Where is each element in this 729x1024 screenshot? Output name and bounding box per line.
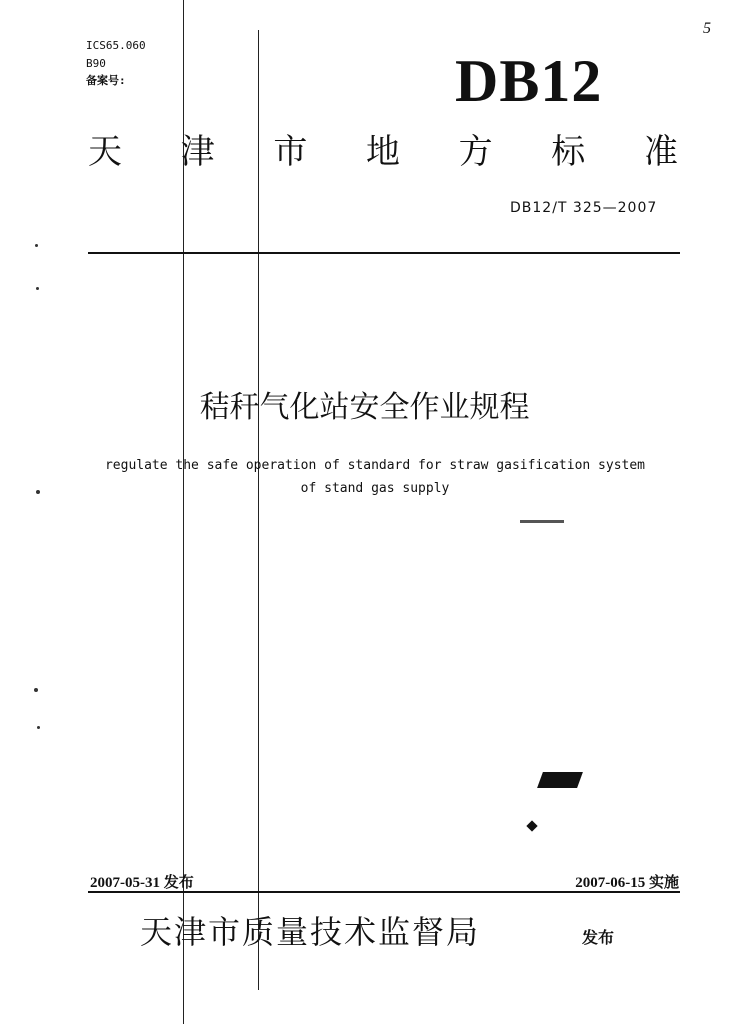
header-divider bbox=[88, 252, 680, 254]
standard-type-char: 方 bbox=[458, 132, 493, 172]
standard-code: DB12 bbox=[455, 48, 603, 114]
document-title-english bbox=[70, 454, 680, 500]
english-title-line: of stand gas supply bbox=[300, 481, 450, 496]
scan-blot bbox=[537, 772, 583, 788]
document-title-chinese: 秸秆气化站安全作业规程 bbox=[199, 390, 530, 425]
scan-blot bbox=[526, 820, 537, 831]
english-title-line: regulate the safe operation of standard for straw gasification system bbox=[104, 458, 646, 473]
standard-type-char: 天 bbox=[88, 132, 122, 172]
record-number-label: 备案号: bbox=[86, 74, 126, 87]
standard-type-char: 标 bbox=[551, 132, 586, 172]
scan-blot bbox=[520, 520, 564, 523]
scan-speck bbox=[36, 490, 40, 494]
corner-handwritten-mark: 5 bbox=[703, 20, 711, 37]
standard-type-char: 市 bbox=[273, 132, 308, 172]
scan-speck bbox=[37, 726, 40, 729]
standard-type bbox=[88, 130, 678, 174]
footer-divider bbox=[88, 891, 680, 893]
ics-code: ICS65.060 bbox=[86, 39, 146, 52]
standard-type-char: 津 bbox=[180, 132, 215, 172]
implementation-date: 2007-06-15 实施 bbox=[575, 875, 679, 891]
scan-speck bbox=[34, 688, 38, 692]
standard-type-char: 准 bbox=[643, 132, 678, 172]
scan-speck bbox=[36, 287, 39, 290]
scan-speck bbox=[35, 244, 38, 247]
standard-number: DB12/T 325—2007 bbox=[510, 200, 658, 216]
publisher-name: 天津市质量技术监督局 bbox=[140, 913, 481, 951]
issue-date: 2007-05-31 发布 bbox=[90, 875, 194, 891]
classification-code: B90 bbox=[86, 57, 106, 70]
publisher-suffix: 发布 bbox=[582, 928, 615, 947]
scan-line-right bbox=[258, 30, 259, 990]
standard-type-char: 地 bbox=[365, 132, 400, 172]
